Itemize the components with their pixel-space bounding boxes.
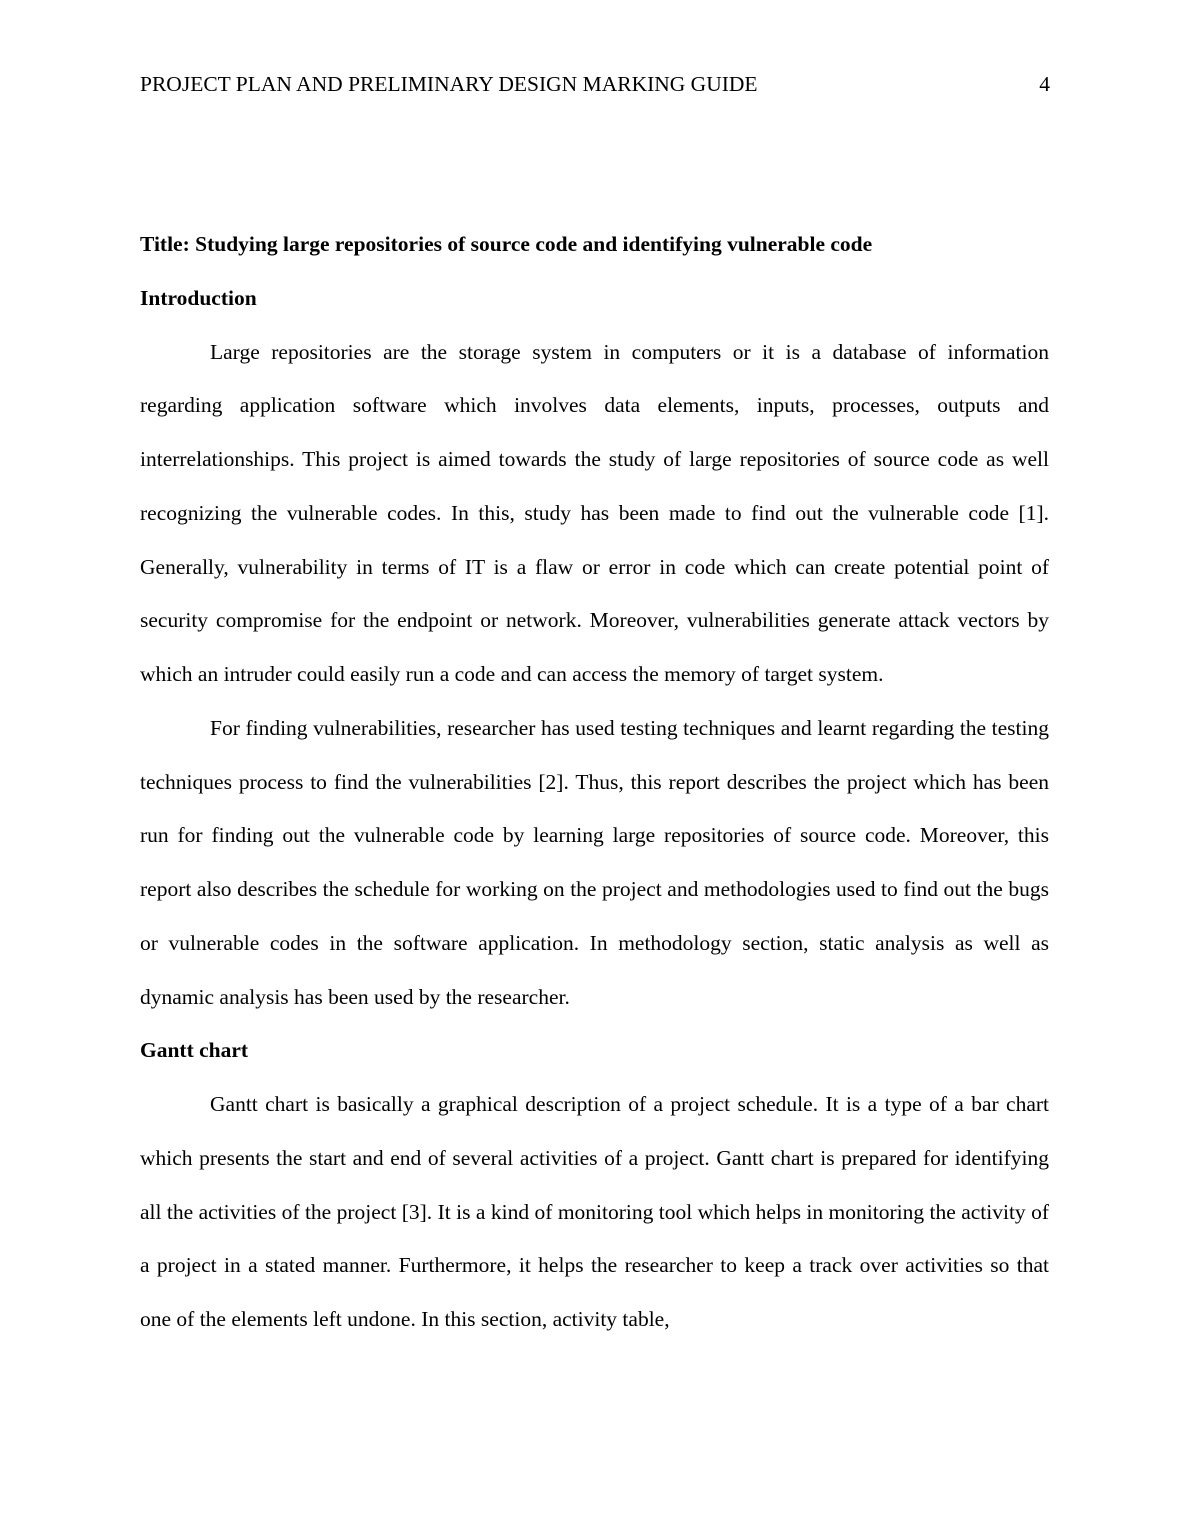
introduction-paragraph-2: For finding vulnerabilities, researcher has used testing techniques and learnt regarding the testing techniques process to find the vulnerabilities [2]. Thus, this report describes the project which has been run for finding out the vulnerable code by learning large repositories of source code. Moreover, this report also describes the schedule for working on the project and methodologies used to find out the bugs or vulnerable codes in the software application. In methodology section, static analysis as well as dynamic analysis has been used by the researcher. xyxy=(140,715,1049,1009)
section-heading-introduction: Introduction xyxy=(140,285,257,310)
running-header xyxy=(140,70,1050,98)
document-body xyxy=(140,218,1049,1347)
introduction-paragraph-1: Large repositories are the storage system in computers or it is a database of information regarding application software which involves data elements, inputs, processes, outputs and interrelationships. This project is aimed towards the study of large repositories of source code as well recognizing the vulnerable codes. In this, study has been made to find out the vulnerable code [1]. Generally, vulnerability in terms of IT is a flaw or error in code which can create potential point of security compromise for the endpoint or network. Moreover, vulnerabilities generate attack vectors by which an intruder could easily run a code and can access the memory of target system. xyxy=(140,339,1049,686)
section-heading-gantt-chart: Gantt chart xyxy=(140,1038,249,1063)
document-title: Title: Studying large repositories of source code and identifying vulnerable code xyxy=(140,232,873,256)
gantt-chart-paragraph-1: Gantt chart is basically a graphical description of a project schedule. It is a type of a bar chart which presents the start and end of several activities of a project. Gantt chart is prepared for identifying all the activities of the project [3]. It is a kind of monitoring tool which helps in monitoring the activity of a project in a stated manner. Furthermore, it helps the researcher to keep a track over activities so that one of the elements left undone. In this section, activity table, xyxy=(140,1092,1049,1331)
running-head-title: PROJECT PLAN AND PRELIMINARY DESIGN MARKING GUIDE xyxy=(140,72,758,96)
page-number: 4 xyxy=(1039,72,1050,96)
